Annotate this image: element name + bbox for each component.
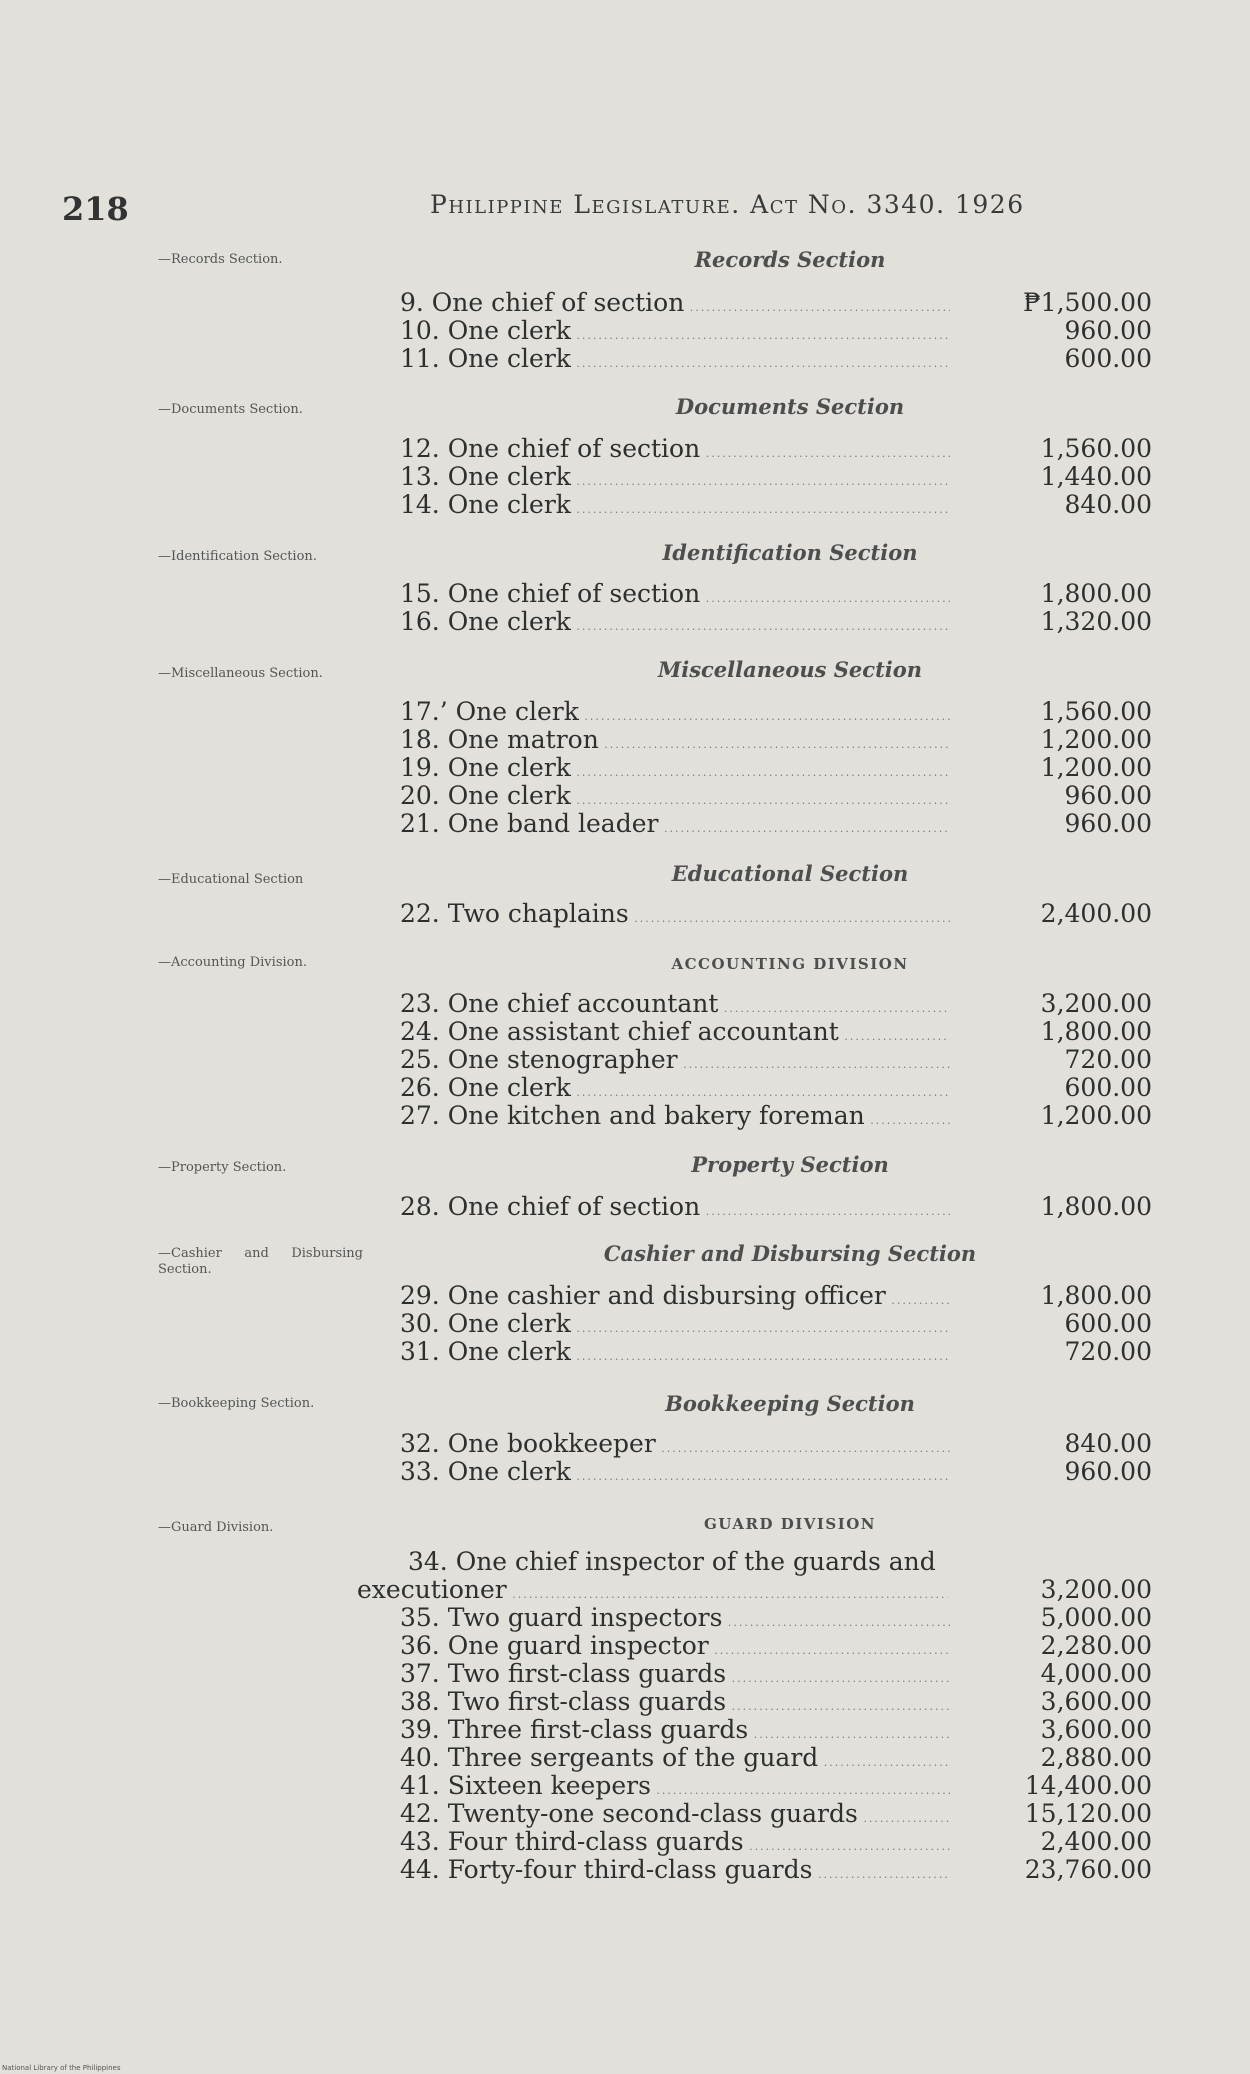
item-row (400, 1688, 1152, 1716)
item-row (400, 1282, 1152, 1310)
margin-note-educational: —Educational Section (158, 872, 304, 887)
item-text: 40. Three sergeants of the guard ..... (400, 1744, 950, 1777)
item-amount: ₱1,500.00 (1023, 288, 1152, 317)
heading-accounting-division: ACCOUNTING DIVISION (671, 955, 909, 973)
item-text: 17.’ One clerk ..... (400, 698, 950, 731)
item-row (400, 1716, 1152, 1744)
item-amount: 840.00 (1064, 490, 1152, 519)
item-row (400, 782, 1152, 810)
item-amount: 1,560.00 (1040, 697, 1152, 726)
margin-note-property: —Property Section. (158, 1160, 287, 1175)
item-row (400, 1046, 1152, 1074)
item-amount: 600.00 (1064, 1309, 1152, 1338)
item-amount: 3,200.00 (1040, 989, 1152, 1018)
item-text: 12. One chief of section ..... (400, 435, 950, 468)
margin-note-records: —Records Section. (158, 252, 283, 267)
item-amount: 1,440.00 (1040, 462, 1152, 491)
item-row (400, 900, 1152, 928)
item-amount: 960.00 (1064, 1457, 1152, 1486)
item-row (400, 1338, 1152, 1366)
item-row (400, 608, 1152, 636)
item-row (400, 317, 1152, 345)
item-text: 44. Forty-four third-class guards ..... (400, 1856, 950, 1889)
item-text: 36. One guard inspector ..... (400, 1632, 950, 1665)
item-amount: 960.00 (1064, 809, 1152, 838)
item-amount: 1,800.00 (1040, 579, 1152, 608)
item-row (400, 345, 1152, 373)
item-row (400, 1828, 1152, 1856)
item-row (400, 1660, 1152, 1688)
item-row (400, 435, 1152, 463)
item-amount: 1,200.00 (1040, 753, 1152, 782)
item-text: 24. One assistant chief accountant ..... (400, 1018, 950, 1051)
item-amount: 4,000.00 (1040, 1659, 1152, 1688)
item-amount: 3,600.00 (1040, 1715, 1152, 1744)
margin-note-accounting: —Accounting Division. (158, 955, 307, 970)
item-text: 19. One clerk ..... (400, 754, 950, 787)
item-text: 35. Two guard inspectors ..... (400, 1604, 950, 1637)
margin-note-bookkeeping: —Bookkeeping Section. (158, 1396, 315, 1411)
item-amount: 720.00 (1064, 1337, 1152, 1366)
item-amount: 2,400.00 (1040, 1827, 1152, 1856)
item-text: 22. Two chaplains ..... (400, 900, 950, 933)
page-number: 218 (62, 190, 129, 228)
margin-note-miscellaneous: —Miscellaneous Section. (158, 666, 323, 681)
item-row (400, 990, 1152, 1018)
item-row (400, 1074, 1152, 1102)
item-text: 31. One clerk ..... (400, 1338, 950, 1371)
heading-educational-section: Educational Section (671, 861, 909, 886)
item-text: 13. One clerk ..... (400, 463, 950, 496)
item-amount: 2,880.00 (1040, 1743, 1152, 1772)
item-text: 33. One clerk ..... (400, 1458, 950, 1491)
item-row (400, 1856, 1152, 1884)
item-row (400, 491, 1152, 519)
item-text: 15. One chief of section ..... (400, 580, 950, 613)
item-row (400, 1193, 1152, 1221)
item-row (400, 698, 1152, 726)
item-amount: 2,400.00 (1040, 899, 1152, 928)
item-text: 10. One clerk ..... (400, 317, 950, 350)
item-amount: 960.00 (1064, 781, 1152, 810)
item-amount: 15,120.00 (1024, 1799, 1152, 1828)
item-amount: 23,760.00 (1024, 1855, 1152, 1884)
item-row (400, 1018, 1152, 1046)
item-amount: 1,200.00 (1040, 1101, 1152, 1130)
heading-guard-division: GUARD DIVISION (703, 1515, 877, 1533)
item-text: 34. One chief inspector of the guards and (408, 1547, 936, 1576)
scan-footer: National Library of the Philippines (2, 2064, 121, 2072)
item-text: 43. Four third-class guards ..... (400, 1828, 950, 1861)
item-text: executioner ..... (357, 1576, 948, 1609)
item-amount: 1,200.00 (1040, 725, 1152, 754)
item-text: 38. Two first-class guards ..... (400, 1688, 950, 1721)
margin-note-cashier: —Cashier and Disbursing Section. (158, 1246, 363, 1277)
item-text: 23. One chief accountant ..... (400, 990, 950, 1023)
item-amount: 840.00 (1064, 1429, 1152, 1458)
item-text: 42. Twenty-one second-class guards ..... (400, 1800, 950, 1833)
margin-note-documents: —Documents Section. (158, 402, 303, 417)
item-row (400, 289, 1152, 317)
item-row (400, 1604, 1152, 1632)
item-text: 37. Two first-class guards ..... (400, 1660, 950, 1693)
heading-bookkeeping-section: Bookkeeping Section (665, 1391, 915, 1416)
item-text: 16. One clerk ..... (400, 608, 950, 641)
item-row (400, 1102, 1152, 1130)
item-row (400, 463, 1152, 491)
item-text: 25. One stenographer ..... (400, 1046, 950, 1079)
item-amount: 1,800.00 (1040, 1192, 1152, 1221)
heading-property-section: Property Section (691, 1152, 889, 1177)
item-row (400, 580, 1152, 608)
item-row (400, 1800, 1152, 1828)
item-row (400, 1458, 1152, 1486)
item-amount: 3,200.00 (1040, 1575, 1152, 1604)
item-row (400, 754, 1152, 782)
item-amount: 1,800.00 (1040, 1017, 1152, 1046)
item-text: 39. Three first-class guards ..... (400, 1716, 950, 1749)
margin-note-guard: —Guard Division. (158, 1520, 274, 1535)
item-text: 18. One matron ..... (400, 726, 950, 759)
item-row (408, 1548, 948, 1576)
item-row (400, 1430, 1152, 1458)
item-text: 20. One clerk ..... (400, 782, 950, 815)
item-text: 21. One band leader ..... (400, 810, 950, 843)
item-amount: 600.00 (1064, 1073, 1152, 1102)
margin-note-identification: —Identification Section. (158, 549, 317, 564)
heading-miscellaneous-section: Miscellaneous Section (657, 657, 923, 682)
item-text: 26. One clerk ..... (400, 1074, 950, 1107)
item-amount: 3,600.00 (1040, 1687, 1152, 1716)
item-amount: 600.00 (1064, 344, 1152, 373)
item-row (400, 1310, 1152, 1338)
item-amount: 1,800.00 (1040, 1281, 1152, 1310)
item-amount: 1,320.00 (1040, 607, 1152, 636)
item-text: 32. One bookkeeper ..... (400, 1430, 950, 1463)
item-amount: 5,000.00 (1040, 1603, 1152, 1632)
item-row (357, 1576, 1152, 1604)
item-text: 30. One clerk ..... (400, 1310, 950, 1343)
heading-identification-section: Identification Section (662, 540, 918, 565)
item-row (400, 810, 1152, 838)
item-amount: 14,400.00 (1024, 1771, 1152, 1800)
item-text: 14. One clerk ..... (400, 491, 950, 524)
heading-cashier-section: Cashier and Disbursing Section (603, 1241, 977, 1266)
item-text: 41. Sixteen keepers ..... (400, 1772, 950, 1805)
item-amount: 720.00 (1064, 1045, 1152, 1074)
running-head: Philippine Legislature. Act No. 3340. 1926 (430, 190, 1025, 219)
item-text: 27. One kitchen and bakery foreman ..... (400, 1102, 950, 1135)
heading-documents-section: Documents Section (675, 394, 905, 419)
item-text: 9. One chief of section ..... (400, 289, 950, 322)
item-text: 28. One chief of section ..... (400, 1193, 950, 1226)
item-row (400, 1772, 1152, 1800)
item-row (400, 726, 1152, 754)
item-amount: 2,280.00 (1040, 1631, 1152, 1660)
item-row (400, 1632, 1152, 1660)
heading-records-section: Records Section (694, 247, 886, 272)
item-row (400, 1744, 1152, 1772)
item-text: 11. One clerk ..... (400, 345, 950, 378)
item-amount: 960.00 (1064, 316, 1152, 345)
item-amount: 1,560.00 (1040, 434, 1152, 463)
item-text: 29. One cashier and disbursing officer ..... (400, 1282, 950, 1315)
